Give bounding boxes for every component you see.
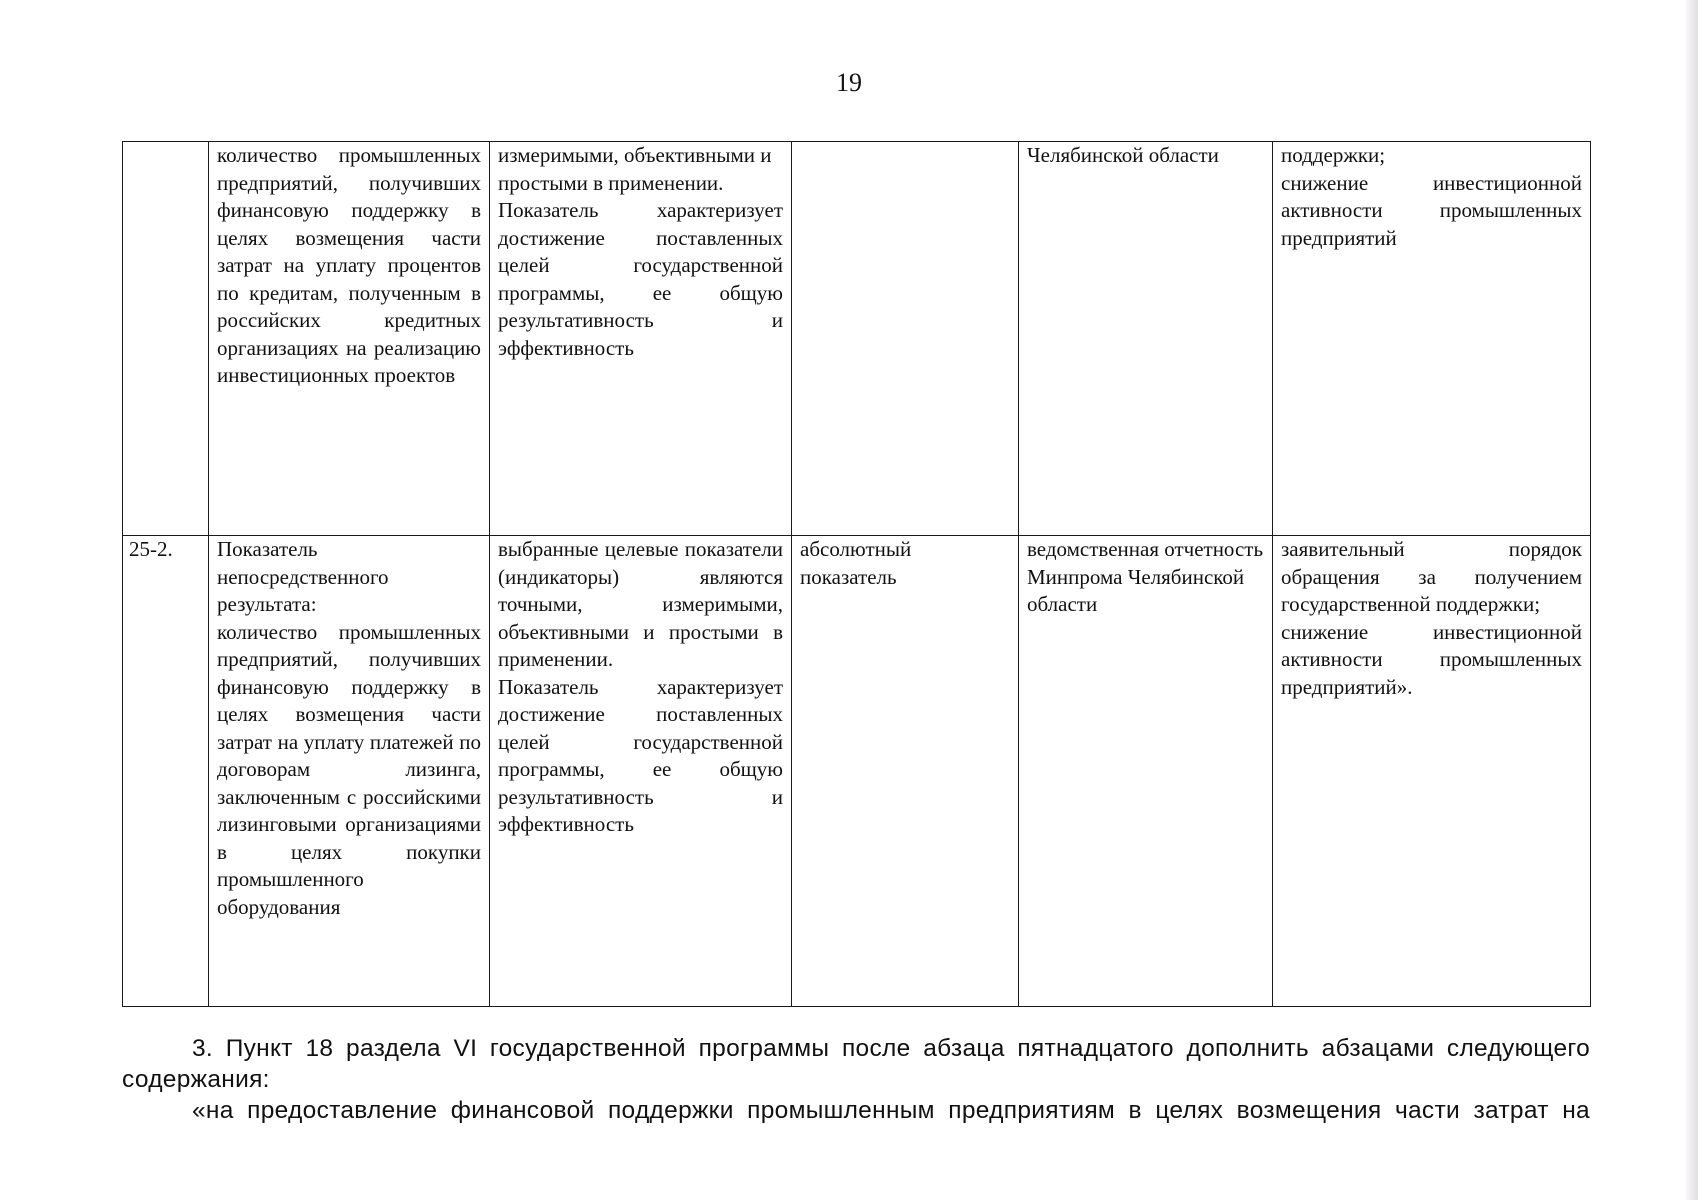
indicators-table (122, 141, 1591, 1007)
indicator-type-cell (792, 536, 1019, 1007)
data-source-cell (1019, 142, 1273, 536)
row-number-cell (123, 142, 209, 536)
amendment-paragraph: 3. Пункт 18 раздела VI государственной программы после абзаца пятнадцатого дополнить абзацами следующего содержания: (122, 1034, 1590, 1093)
justification-text: измеримыми, объективными и простыми в применении. (498, 143, 772, 195)
indicator-cell (209, 142, 490, 536)
risks-text: заявительный порядок обращения за получением государственной поддержки; (1281, 537, 1582, 616)
indicator-text: Показатель непосредственного результата: (217, 537, 389, 616)
justification-cell (490, 536, 792, 1007)
justification-cell (490, 142, 792, 536)
data-source-text: ведомственная отчетность Минпрома Челябинской области (1027, 537, 1264, 616)
risks-cell (1273, 142, 1591, 536)
scan-edge-shadow (1684, 0, 1698, 1200)
justification-text: выбранные целевые показатели (индикаторы) являются точными, измеримыми, объективными и простыми в применении. (498, 537, 783, 671)
row-number-cell (123, 536, 209, 1007)
amendment-quote-paragraph: «на предоставление финансовой поддержки промышленным предприятиям в целях возмещения части затрат на (192, 1096, 1590, 1124)
justification-text: Показатель характеризует достижение поставленных целей государственной программы, ее общую результативность и эффективность (498, 674, 783, 836)
risks-cell (1273, 536, 1591, 1007)
indicator-type-text: абсолютный показатель (800, 537, 912, 589)
risks-text: снижение инвестиционной активности промышленных предприятий (1281, 170, 1582, 250)
data-source-cell (1019, 536, 1273, 1007)
risks-text: снижение инвестиционной активности промышленных предприятий». (1281, 619, 1582, 699)
risks-text: поддержки; (1281, 143, 1386, 167)
indicator-text: количество промышленных предприятий, получивших финансовую поддержку в целях возмещения части затрат на уплату процентов по кредитам, полученным в российских кредитных организациях на реализацию инвестиционных проектов (217, 143, 481, 387)
table-row (123, 142, 1591, 536)
table-body (123, 142, 1591, 1007)
indicator-text: количество промышленных предприятий, получивших финансовую поддержку в целях возмещения части затрат на уплату платежей по договорам лизинга, заключенным с российскими лизинговыми организациями в целях покупки промышленного оборудования (217, 619, 481, 919)
table-row (123, 536, 1591, 1007)
indicator-cell (209, 536, 490, 1007)
indicator-type-cell (792, 142, 1019, 536)
row-number: 25-2. (129, 537, 173, 561)
data-source-text: Челябинской области (1027, 143, 1219, 167)
page-number: 19 (836, 68, 862, 97)
justification-text: Показатель характеризует достижение поставленных целей государственной программы, ее общую результативность и эффективность (498, 198, 783, 360)
